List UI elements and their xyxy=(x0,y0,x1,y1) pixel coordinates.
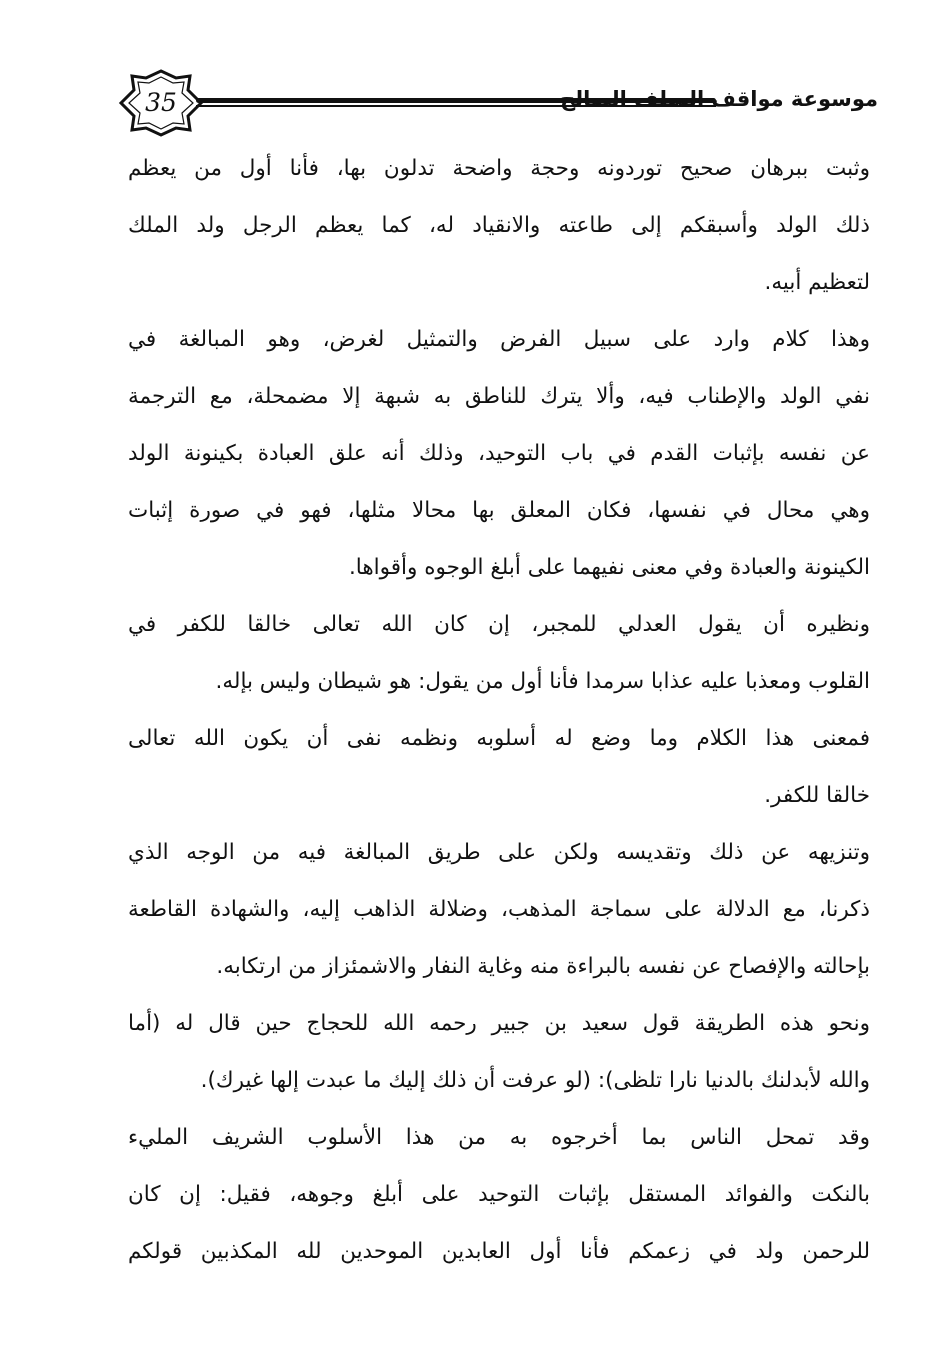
text-line: القلوب ومعذبا عليه عذابا سرمدا فأنا أول من يقول: هو شيطان وليس بإله. xyxy=(215,669,870,694)
text-line: وثبت ببرهان صحيح توردونه وحجة واضحة تدلون بها، فأنا أول من يعظم xyxy=(128,156,870,181)
page-number-badge xyxy=(118,68,204,138)
paragraph xyxy=(128,596,870,710)
text-line: والله لأبدلنك بالدنيا نارا تلظى): (لو عرفت أن ذلك إليك ما عبدت إلها غيرك). xyxy=(200,1068,870,1093)
paragraph xyxy=(128,1109,870,1280)
paragraph xyxy=(128,995,870,1109)
text-line: ذكرنا، مع الدلالة على سماجة المذهب، وضلالة الذاهب إليه، والشهادة القاطعة xyxy=(128,897,870,922)
text-line: لتعظيم أبيه. xyxy=(764,270,870,295)
body-text xyxy=(128,140,870,1280)
text-line: ونحو هذه الطريقة قول سعيد بن جبير رحمه الله للحجاج حين قال له (أما xyxy=(128,1011,870,1036)
text-line: وقد تمحل الناس بما أخرجوه به من هذا الأسلوب الشريف المليء xyxy=(128,1125,870,1150)
text-line: ذلك الولد وأسبقكم إلى طاعته والانقياد له، كما يعظم الرجل ولد الملك xyxy=(128,213,870,238)
text-line: خالقا للكفر. xyxy=(764,783,870,808)
text-line: وهذا كلام وارد على سبيل الفرض والتمثيل لغرض، وهو المبالغة في xyxy=(128,327,870,352)
paragraph xyxy=(128,311,870,596)
text-line: فمعنى هذا الكلام وما وضع له أسلوبه ونظمه نفى أن يكون الله تعالى xyxy=(128,726,870,751)
text-line: عن نفسه بإثبات القدم في باب التوحيد، وذلك أنه علق العبادة بكينونة الولد xyxy=(128,441,870,466)
book-title: موسوعة مواقف السلف الصالح xyxy=(560,87,878,111)
text-line: وتنزيهه عن ذلك وتقديسه ولكن على طريق المبالغة فيه من الوجه الذي xyxy=(128,840,870,865)
paragraph xyxy=(128,140,870,311)
text-line: وهي محال في نفسها، فكان المعلق بها محالا مثلها، فهو في صورة إثبات xyxy=(128,498,870,523)
paragraph xyxy=(128,824,870,995)
text-line: الكينونة والعبادة وفي معنى نفيهما على أبلغ الوجوه وأقواها. xyxy=(348,555,870,580)
text-line: للرحمن ولد في زعمكم فأنا أول العابدين الموحدين لله المكذبين قولكم xyxy=(128,1239,870,1264)
text-line: بالنكت والفوائد المستقل بإثبات التوحيد على أبلغ وجوهه، فقيل: إن كان xyxy=(128,1182,870,1207)
text-line: نفي الولد والإطناب فيه، وألا يترك للناطق به شبهة إلا مضمحلة، مع الترجمة xyxy=(128,384,870,409)
paragraph xyxy=(128,710,870,824)
page-number: 35 xyxy=(145,88,177,117)
page-header xyxy=(118,68,878,138)
text-line: بإحالته والإفصاح عن نفسه بالبراءة منه وغاية النفار والاشمئزاز من ارتكابه. xyxy=(216,954,870,979)
text-line: ونظيره أن يقول العدلي للمجبر، إن كان الله تعالى خالقا للكفر في xyxy=(128,612,870,637)
